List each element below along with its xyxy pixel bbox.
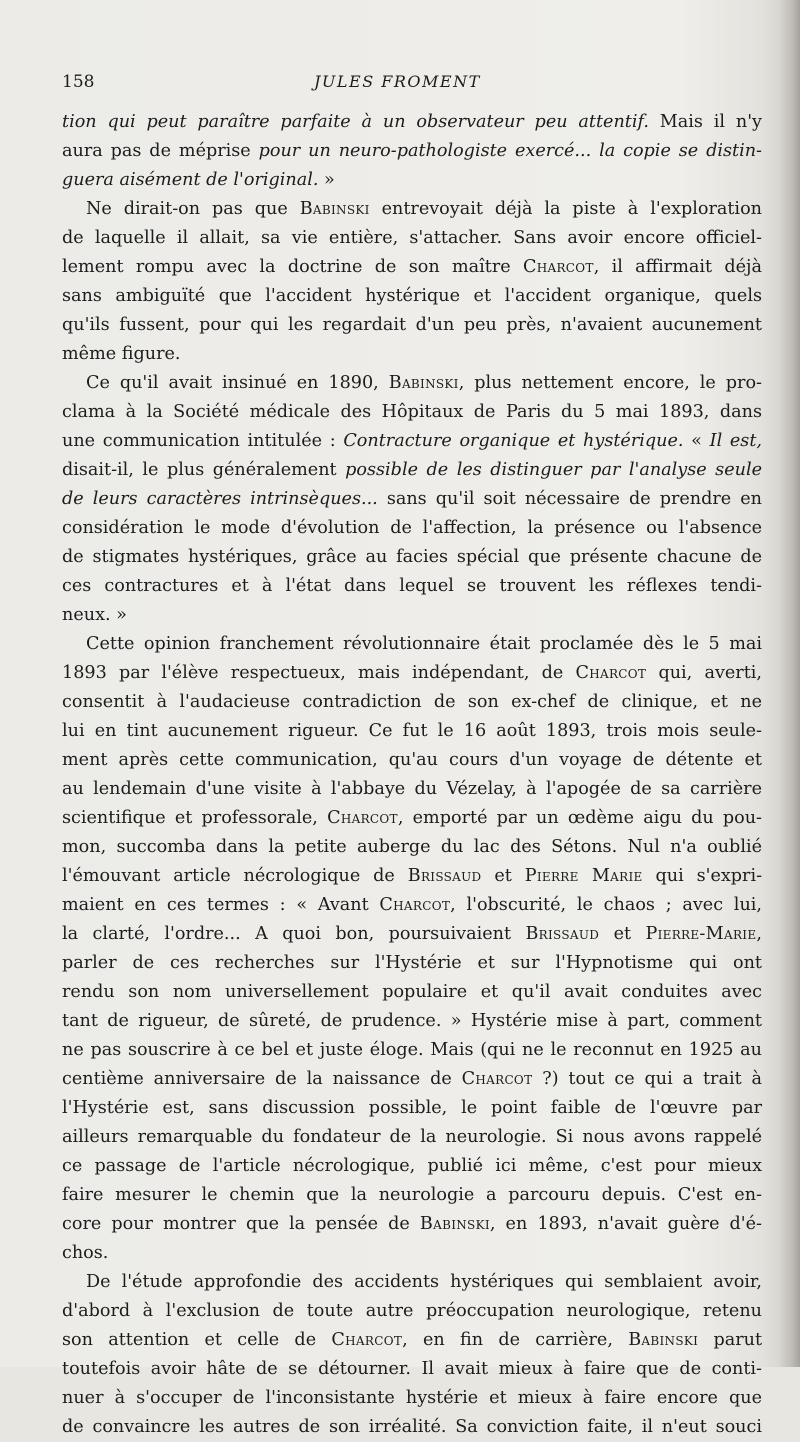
text-segment: lui en tint aucunement rigueur. Ce fut le 16 août 1893, trois mois seule- <box>62 721 762 741</box>
proper-name: Charcot <box>331 1330 403 1350</box>
text-segment: disait-il, le plus généralement <box>62 460 346 480</box>
running-head: JULES FROMENT <box>314 72 481 91</box>
text-segment: rendu son nom universellement populaire et qu'il avait conduites avec <box>62 982 762 1002</box>
text-line <box>62 1152 762 1181</box>
italic-text: possible de les distinguer par l'analyse seule <box>345 460 762 480</box>
proper-name: Charcot <box>522 257 594 277</box>
proper-name: Charcot <box>461 1069 533 1089</box>
text-segment: aura pas de méprise <box>62 141 259 161</box>
text-segment: au lendemain d'une visite à l'abbaye du Vézelay, à l'apogée de sa carrière <box>62 779 762 799</box>
italic-text: tion qui peut paraître parfaite à un observateur peu attentif. <box>62 112 649 132</box>
text-line <box>62 108 762 137</box>
text-segment: , en 1893, n'avait guère d'é- <box>489 1214 762 1234</box>
text-line <box>62 1210 762 1239</box>
page-number: 158 <box>62 72 95 92</box>
text-line <box>62 427 762 456</box>
proper-name: Babinski <box>388 373 459 393</box>
text-segment: Ce qu'il avait insinué en 1890, <box>86 373 389 393</box>
text-segment: sans ambiguïté que l'accident hystérique et l'accident organique, quels <box>62 286 762 306</box>
italic-text: Il est, <box>709 431 762 451</box>
text-segment: Cette opinion franchement révolutionnaire était proclamée dès le 5 mai <box>86 634 762 654</box>
text-line <box>62 630 762 659</box>
text-segment: la clarté, l'ordre... A quoi bon, poursuivaient <box>62 924 526 944</box>
text-segment: lement rompu avec la doctrine de son maître <box>62 257 523 277</box>
text-segment: de convaincre les autres de son irréalité. Sa conviction faite, il n'eut souci <box>62 1417 762 1437</box>
text-line <box>62 282 762 311</box>
text-line <box>62 862 762 891</box>
proper-name: Charcot <box>575 663 647 683</box>
text-line <box>62 1384 762 1413</box>
text-line <box>62 137 762 166</box>
text-line <box>62 804 762 833</box>
proper-name: Babinski <box>628 1330 699 1350</box>
text-segment: chos. <box>62 1243 109 1263</box>
text-segment: core pour montrer que la pensée de <box>62 1214 420 1234</box>
text-line <box>62 1181 762 1210</box>
italic-text: pour un neuro-pathologiste exercé... la copie se distin- <box>258 141 762 161</box>
text-segment: De l'étude approfondie des accidents hystériques qui semblaient avoir, <box>86 1272 762 1292</box>
text-line <box>62 1094 762 1123</box>
text-segment: , l'obscurité, le chaos ; avec lui, <box>450 895 762 915</box>
text-segment: , emporté par un œdème aigu du pou- <box>397 808 762 828</box>
text-line <box>62 949 762 978</box>
text-segment: ces contractures et à l'état dans lequel se trouvent les réflexes tendi- <box>62 576 762 596</box>
italic-text: Contracture organique et hystérique. <box>343 431 684 451</box>
text-segment: et <box>481 866 525 886</box>
text-segment: , <box>756 924 762 944</box>
text-segment: d'abord à l'exclusion de toute autre préoccupation neurologique, retenu <box>62 1301 762 1321</box>
text-segment: considération le mode d'évolution de l'affection, la présence ou l'absence <box>62 518 762 538</box>
text-line <box>62 253 762 282</box>
text-line <box>62 1297 762 1326</box>
text-line <box>62 601 762 630</box>
text-segment: l'Hystérie est, sans discussion possible, le point faible de l'œuvre par <box>62 1098 762 1118</box>
text-segment: clama à la Société médicale des Hôpitaux de Paris du 5 mai 1893, dans <box>62 402 762 422</box>
text-segment: une communication intitulée : <box>62 431 344 451</box>
text-line <box>62 1326 762 1355</box>
text-segment: qui, averti, <box>646 663 762 683</box>
body-text <box>62 108 762 1442</box>
text-line <box>62 340 762 369</box>
text-segment: faire mesurer le chemin que la neurologie a parcouru depuis. C'est en- <box>62 1185 762 1205</box>
text-segment: » <box>318 170 335 190</box>
text-segment: maient en ces termes : « Avant <box>62 895 380 915</box>
text-segment: nuer à s'occuper de l'inconsistante hystérie et mieux à faire encore que <box>62 1388 762 1408</box>
text-line <box>62 1355 762 1384</box>
text-segment: ne pas souscrire à ce bel et juste éloge. Mais (qui ne le reconnut en 1925 au <box>62 1040 762 1060</box>
text-line <box>62 1413 762 1442</box>
text-line <box>62 891 762 920</box>
text-line <box>62 717 762 746</box>
text-segment: neux. » <box>62 605 127 625</box>
text-line <box>62 920 762 949</box>
text-segment: même figure. <box>62 344 181 364</box>
text-segment: toutefois avoir hâte de se détourner. Il avait mieux à faire que de conti- <box>62 1359 762 1379</box>
text-segment: ailleurs remarquable du fondateur de la neurologie. Si nous avons rappelé <box>62 1127 762 1147</box>
text-segment: mon, succomba dans la petite auberge du lac des Sétons. Nul n'a oublié <box>62 837 762 857</box>
text-segment: qu'ils fussent, pour qui les regardait d'un peu près, n'avaient aucunement <box>62 315 762 335</box>
text-line <box>62 485 762 514</box>
text-line <box>62 1065 762 1094</box>
text-line <box>62 688 762 717</box>
text-segment: sans qu'il soit nécessaire de prendre en <box>377 489 763 509</box>
text-segment: parler de ces recherches sur l'Hystérie et sur l'Hypnotisme qui ont <box>62 953 762 973</box>
text-line <box>62 398 762 427</box>
text-line <box>62 1239 762 1268</box>
text-line <box>62 1007 762 1036</box>
proper-name: Babinski <box>299 199 370 219</box>
text-segment: entrevoyait déjà la piste à l'exploration <box>369 199 762 219</box>
text-segment: tant de rigueur, de sûreté, de prudence. » Hystérie mise à part, comment <box>62 1011 762 1031</box>
text-segment: 1893 par l'élève respectueux, mais indépendant, de <box>62 663 576 683</box>
text-segment: , plus nettement encore, le pro- <box>458 373 762 393</box>
text-segment: ce passage de l'article nécrologique, publié ici même, c'est pour mieux <box>62 1156 762 1176</box>
proper-name: Pierre-Marie <box>645 924 757 944</box>
text-segment: Ne dirait-on pas que <box>86 199 300 219</box>
page-header <box>62 72 748 96</box>
text-segment: son attention et celle de <box>62 1330 332 1350</box>
text-segment: ment après cette communication, qu'au cours d'un voyage de détente et <box>62 750 762 770</box>
text-line <box>62 311 762 340</box>
text-line <box>62 456 762 485</box>
text-line <box>62 746 762 775</box>
text-line <box>62 572 762 601</box>
proper-name: Pierre Marie <box>524 866 643 886</box>
text-segment: parut <box>698 1330 763 1350</box>
text-segment: , il affirmait déjà <box>593 257 762 277</box>
text-segment: l'émouvant article nécrologique de <box>62 866 408 886</box>
text-segment: qui s'expri- <box>642 866 763 886</box>
text-line <box>62 775 762 804</box>
text-line <box>62 369 762 398</box>
text-segment: et <box>599 924 646 944</box>
text-segment: ?) tout ce qui a trait à <box>532 1069 763 1089</box>
proper-name: Babinski <box>419 1214 490 1234</box>
text-line <box>62 1123 762 1152</box>
italic-text: guera aisément de l'original. <box>62 170 319 190</box>
text-line <box>62 224 762 253</box>
italic-text: de leurs caractères intrinsèques... <box>62 489 378 509</box>
text-segment: consentit à l'audacieuse contradiction de son ex-chef de clinique, et ne <box>62 692 762 712</box>
text-line <box>62 833 762 862</box>
text-line <box>62 1268 762 1297</box>
text-segment: scientifique et professorale, <box>62 808 328 828</box>
text-line <box>62 978 762 1007</box>
text-segment: , en fin de carrière, <box>402 1330 629 1350</box>
text-line <box>62 543 762 572</box>
text-line <box>62 514 762 543</box>
text-line <box>62 1036 762 1065</box>
proper-name: Charcot <box>327 808 398 828</box>
text-segment: de laquelle il allait, sa vie entière, s'attacher. Sans avoir encore officiel- <box>62 228 762 248</box>
proper-name: Charcot <box>379 895 451 915</box>
proper-name: Brissaud <box>407 866 482 886</box>
text-line <box>62 166 762 195</box>
text-line <box>62 659 762 688</box>
text-segment: « <box>683 431 710 451</box>
text-line <box>62 195 762 224</box>
text-segment: centième anniversaire de la naissance de <box>62 1069 462 1089</box>
page-edge-shadow <box>778 0 800 1367</box>
text-segment: de stigmates hystériques, grâce au facies spécial que présente chacune de <box>62 547 762 567</box>
text-segment: Mais il n'y <box>648 112 762 132</box>
proper-name: Brissaud <box>525 924 600 944</box>
